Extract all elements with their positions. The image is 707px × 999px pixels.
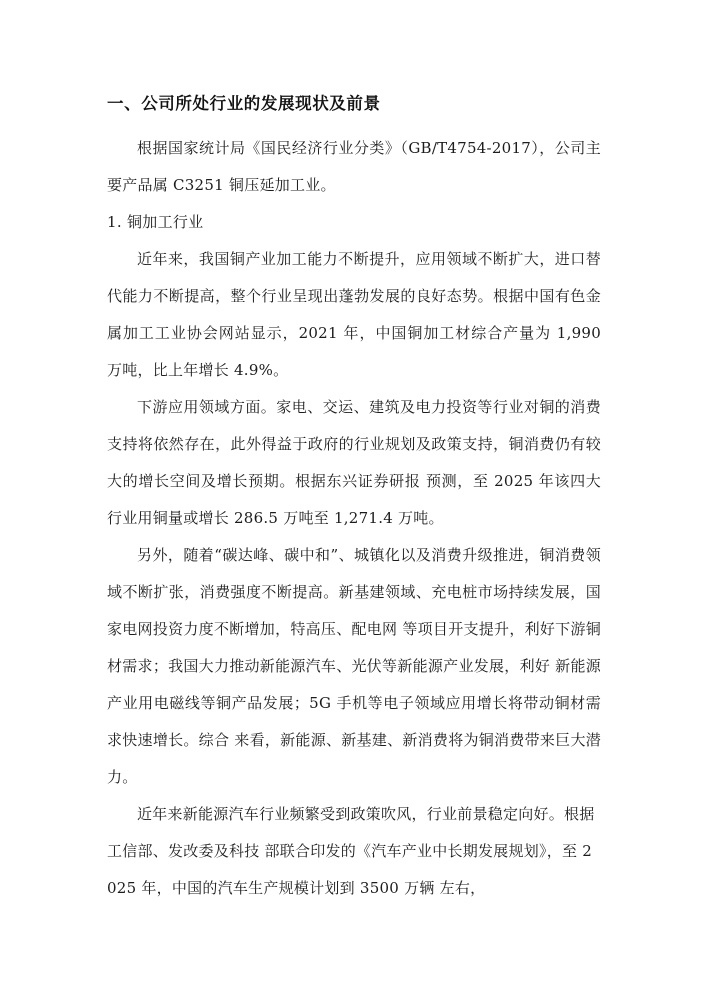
section-heading: 一、公司所处行业的发展现状及前景	[107, 94, 381, 113]
paragraph-nev-policy: 近年来新能源汽车行业频繁受到政策吹风，行业前景稳定向好。根据工信部、发改委及科技 部联合印发的《汽车产业中长期发展规划》，至 2025 年，中国的汽车生产规模计划到 3500 万辆 左右，	[107, 805, 595, 897]
paragraph-carbon-neutral: 另外，随着“碳达峰、碳中和”、城镇化以及消费升级推进，铜消费领域不断扩张，消费强度不断提高。新基建领域、充电桩市场持续发展，国家电网投资力度不断增加，特高压、配电网 等项目开支提升，利好下游铜材需求；我国大力推动新能源汽车、光伏等新能源产业发展，利好 新能源产业用电磁线等铜产品发展；5G 手机等电子领域应用增长将带动铜材需求快速增长。综合 来看，新能源、新基建、新消费将为铜消费带来巨大潜力。	[107, 546, 601, 786]
paragraph-capacity-growth: 近年来，我国铜产业加工能力不断提升，应用领域不断扩大，进口替代能力不断提高，整个行业呈现出蓬勃发展的良好态势。根据中国有色金属加工工业协会网站显示，2021 年，中国铜加工材综合产量为 1,990 万吨，比上年增长 4.9%。	[107, 250, 601, 379]
document-body	[107, 86, 601, 907]
paragraph-downstream-demand: 下游应用领域方面。家电、交运、建筑及电力投资等行业对铜的消费支持将依然存在，此外得益于政府的行业规划及政策支持，铜消费仍有较大的增长空间及增长预期。根据东兴证券研报 预测，至 2025 年该四大行业用铜量或增长 286.5 万吨至 1,271.4 万吨。	[107, 398, 601, 527]
sub-heading-copper-processing: 1. 铜加工行业	[107, 213, 204, 231]
paragraph-gb-classification: 根据国家统计局《国民经济行业分类》（GB/T4754-2017），公司主要产品属 C3251 铜压延加工业。	[107, 139, 601, 194]
